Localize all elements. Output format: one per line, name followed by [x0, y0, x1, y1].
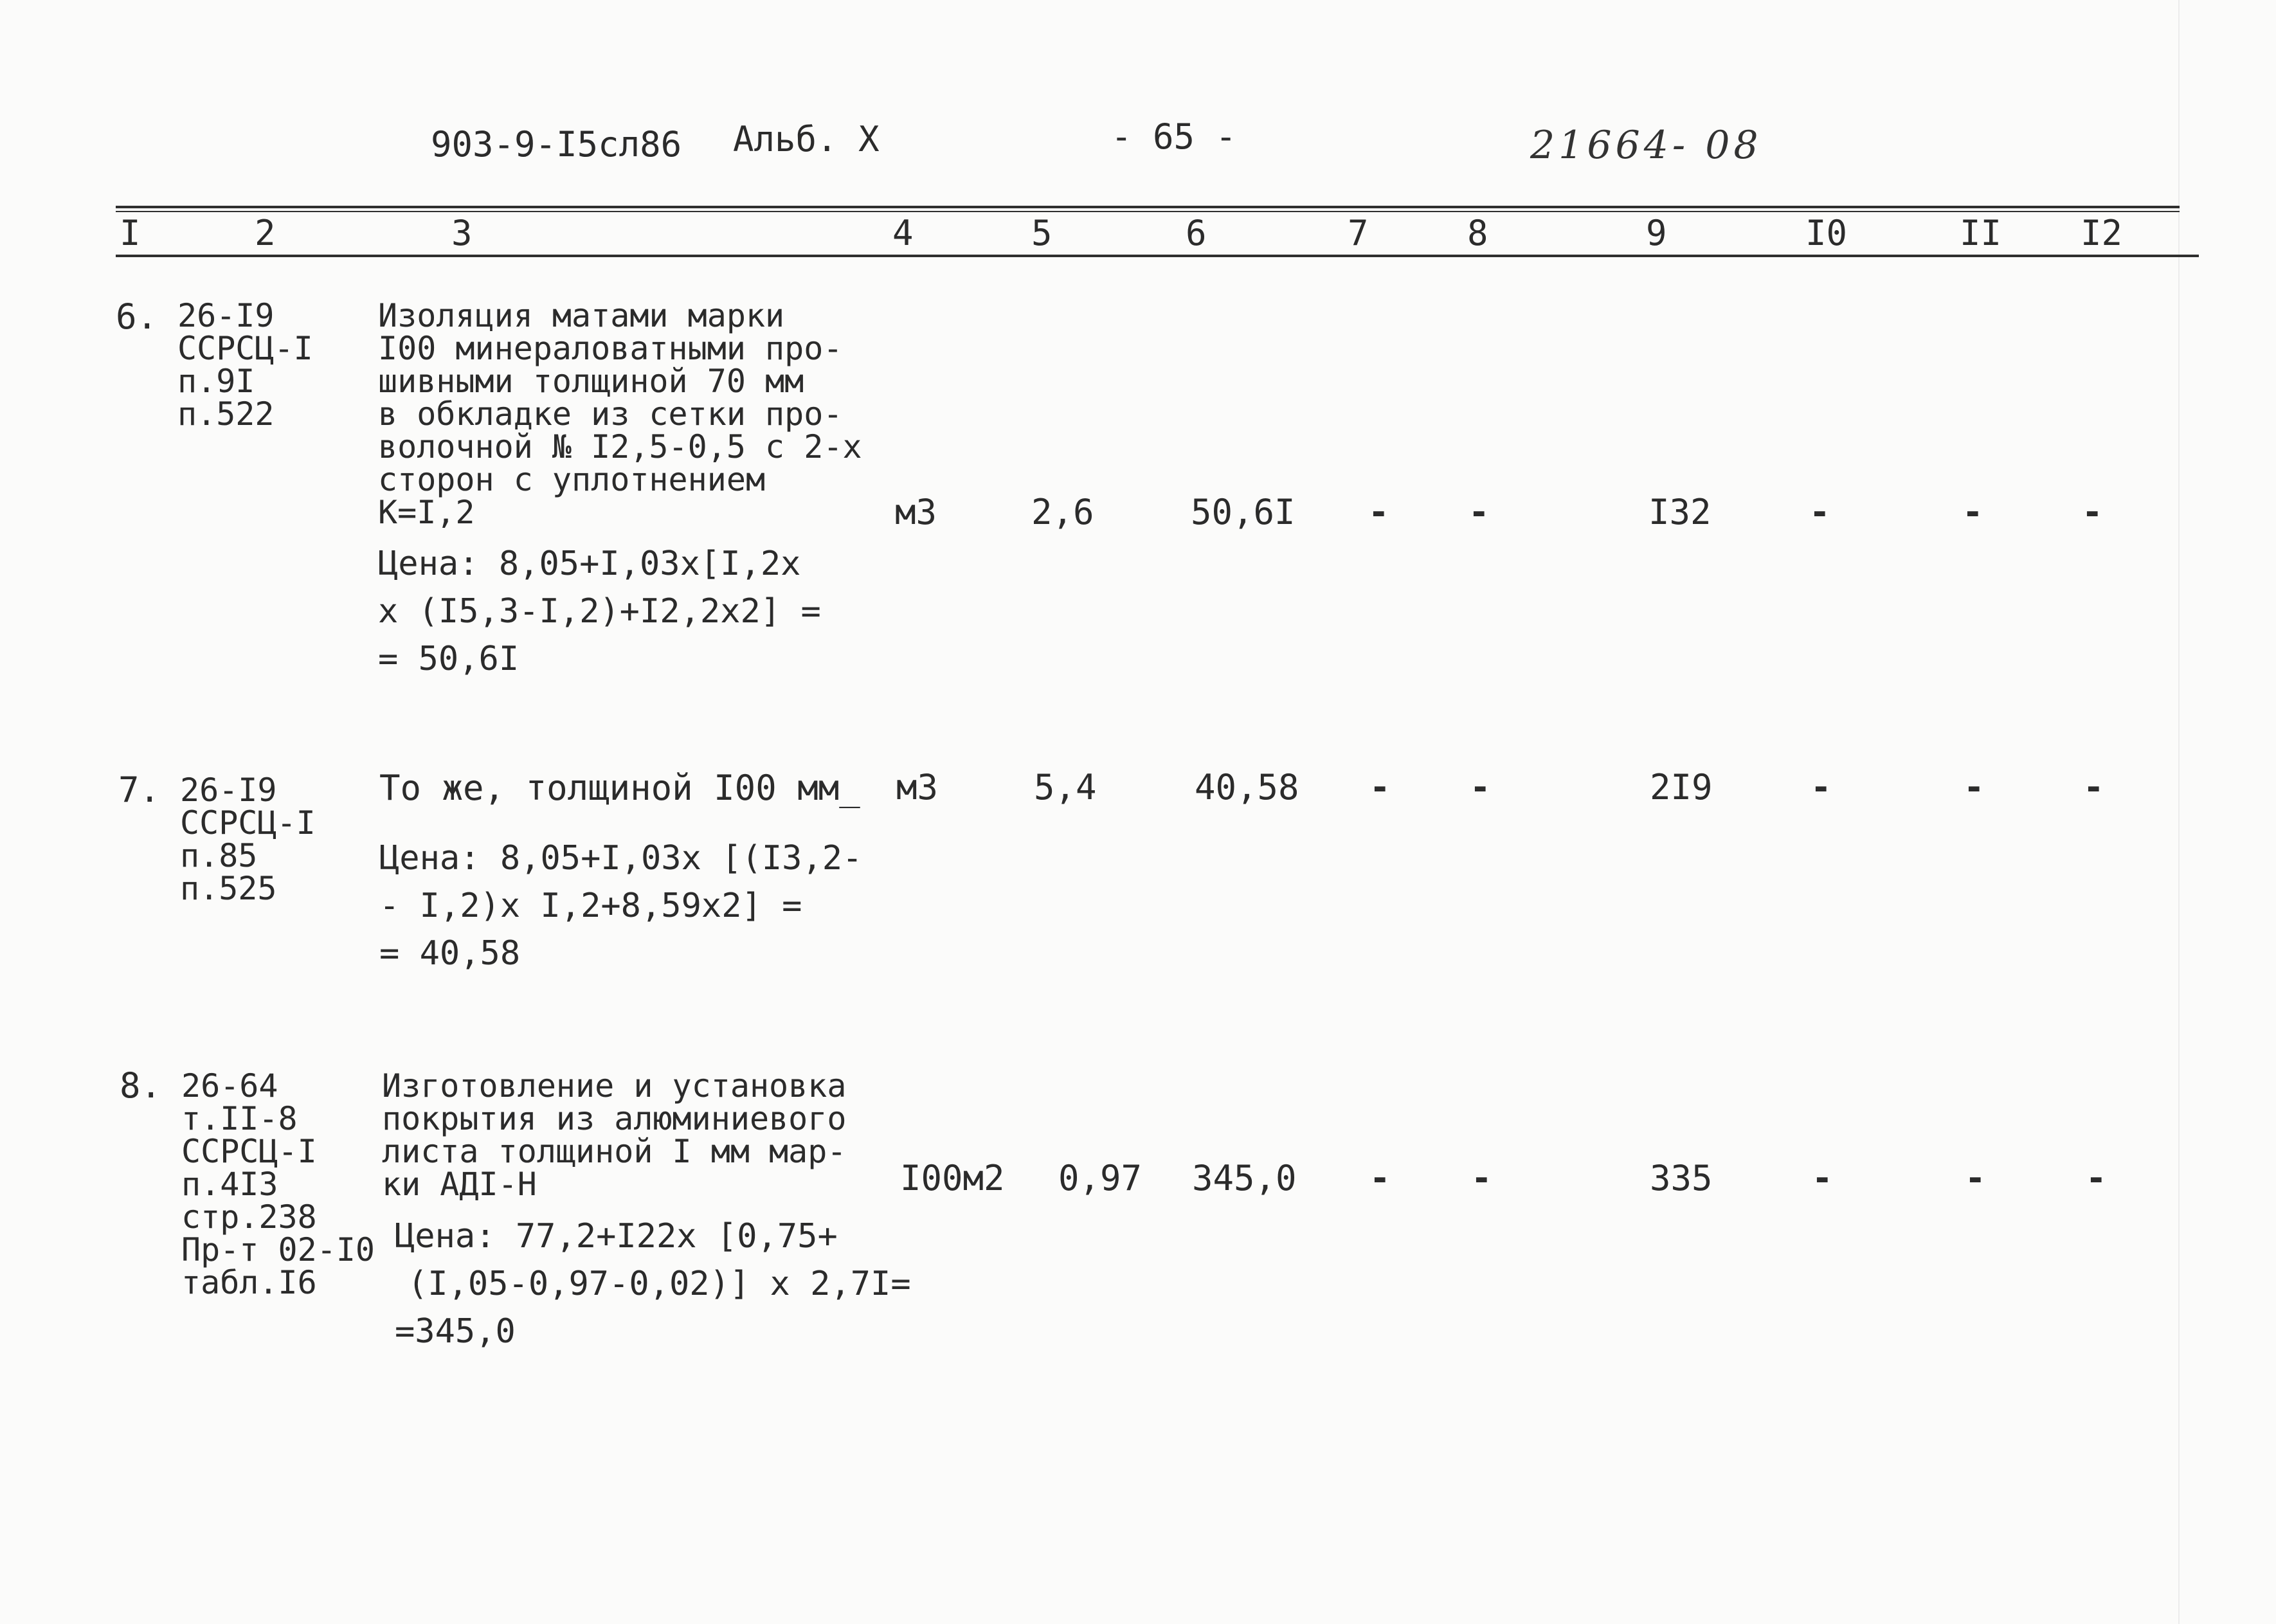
reference-line: стр.238 [181, 1198, 317, 1236]
row-description [378, 297, 862, 531]
column-number-1: I [120, 213, 141, 253]
reference-line: 26-I9 [180, 771, 277, 809]
description-line: покрытия из алюминиевого [382, 1100, 847, 1137]
column-9-cell: I32 [1648, 492, 1712, 532]
calculation-line: Цена: 77,2+I22х [0,75+ [395, 1217, 838, 1256]
column-10-cell: - [1812, 1158, 1833, 1198]
reference-line: Пр-т 02-I0 [181, 1231, 375, 1268]
reference-line: т.II-8 [181, 1100, 298, 1137]
handwritten-stamp: 21664- 08 [1530, 123, 1762, 168]
calculation-line: х (I5,3-I,2)+I2,2х2] = [378, 592, 821, 631]
unit-cell: м3 [895, 492, 937, 532]
row-reference [180, 771, 316, 907]
calculation-line: = 50,6I [378, 640, 519, 678]
calculation-line: Цена: 8,05+I,03х [(I3,2- [379, 839, 863, 878]
row-number: 8. [120, 1065, 162, 1106]
description-line: в обкладке из сетки про- [378, 395, 843, 433]
row-number: 7. [118, 770, 161, 810]
description-line: ки АДI-Н [382, 1166, 537, 1203]
column-12-cell: - [2082, 492, 2103, 532]
reference-line: ССРСЦ-I [181, 1133, 317, 1170]
reference-line: 26-I9 [177, 297, 275, 334]
column-7-cell: - [1369, 767, 1391, 807]
document-code: 903-9-I5сл86 [431, 124, 682, 165]
price-cell: 50,6I [1191, 492, 1296, 532]
calculation-line: (I,05-0,97-0,02)] х 2,7I= [408, 1265, 911, 1303]
table-header-bottom-rule [116, 255, 2199, 257]
column-number-2: 2 [255, 213, 276, 253]
reference-line: п.9I [177, 363, 255, 400]
column-number-12: I2 [2081, 213, 2123, 253]
column-number-5: 5 [1031, 213, 1052, 253]
column-10-cell: - [1809, 492, 1830, 532]
column-11-cell: - [1965, 1158, 1986, 1198]
quantity-cell: 2,6 [1031, 492, 1094, 532]
description-line: Изготовление и установка [382, 1067, 847, 1105]
reference-line: п.85 [180, 837, 258, 874]
row-number: 6. [116, 296, 158, 337]
unit-cell: I00м2 [900, 1158, 1005, 1198]
row-reference [181, 1067, 375, 1301]
column-11-cell: - [1962, 492, 1983, 532]
column-10-cell: - [1811, 767, 1832, 807]
column-12-cell: - [2083, 767, 2104, 807]
calculation-line: = 40,58 [379, 934, 521, 973]
calculation-line: - I,2)х I,2+8,59х2] = [379, 887, 802, 925]
price-cell: 345,0 [1192, 1158, 1297, 1198]
price-cell: 40,58 [1195, 767, 1299, 807]
table-top-rule-thin [116, 211, 2180, 212]
price-calculation [395, 1213, 911, 1355]
quantity-cell: 5,4 [1034, 767, 1097, 807]
calculation-line: =345,0 [395, 1312, 516, 1351]
reference-line: п.522 [177, 395, 275, 433]
column-number-11: II [1960, 213, 2002, 253]
column-8-cell: - [1471, 1158, 1492, 1198]
page-number: - 65 - [1111, 116, 1237, 157]
calculation-line: Цена: 8,05+I,03х[I,2х [378, 545, 801, 583]
reference-line: ССРСЦ-I [180, 804, 316, 842]
column-number-6: 6 [1186, 213, 1207, 253]
column-number-8: 8 [1467, 213, 1488, 253]
column-number-9: 9 [1646, 213, 1667, 253]
description-line: К=I,2 [378, 494, 475, 531]
reference-line: п.525 [180, 870, 277, 907]
table-top-rule [116, 206, 2180, 208]
description-line: Изоляция матами марки [378, 297, 785, 334]
description-line: волочной № I2,5-0,5 с 2-х [378, 428, 862, 465]
album-label: Альб. Х [733, 119, 880, 159]
description-line: листа толщиной I мм мар- [382, 1133, 847, 1170]
reference-line: табл.I6 [181, 1264, 317, 1301]
price-calculation [378, 540, 821, 683]
price-calculation [379, 835, 862, 977]
column-number-7: 7 [1348, 213, 1369, 253]
column-9-cell: 2I9 [1650, 767, 1713, 807]
row-description [379, 768, 860, 808]
column-7-cell: - [1369, 1158, 1391, 1198]
column-number-10: I0 [1805, 213, 1848, 253]
page-edge-line [2178, 0, 2180, 1624]
column-number-3: 3 [451, 213, 473, 253]
column-8-cell: - [1470, 767, 1491, 807]
unit-cell: м3 [896, 767, 939, 807]
quantity-cell: 0,97 [1058, 1158, 1143, 1198]
description-line: I00 минераловатными про- [378, 330, 843, 367]
reference-line: ССРСЦ-I [177, 330, 313, 367]
description-line: сторон с уплотнением [378, 461, 766, 498]
column-number-4: 4 [892, 213, 914, 253]
column-11-cell: - [1964, 767, 1985, 807]
row-reference [177, 297, 313, 433]
row-description [382, 1067, 847, 1203]
description-line: шивными толщиной 70 мм [378, 363, 804, 400]
column-12-cell: - [2086, 1158, 2107, 1198]
column-9-cell: 335 [1650, 1158, 1713, 1198]
column-8-cell: - [1468, 492, 1490, 532]
description-line: То же, толщиной I00 мм_ [379, 768, 860, 808]
reference-line: п.4I3 [181, 1166, 278, 1203]
reference-line: 26-64 [181, 1067, 278, 1105]
column-7-cell: - [1368, 492, 1389, 532]
